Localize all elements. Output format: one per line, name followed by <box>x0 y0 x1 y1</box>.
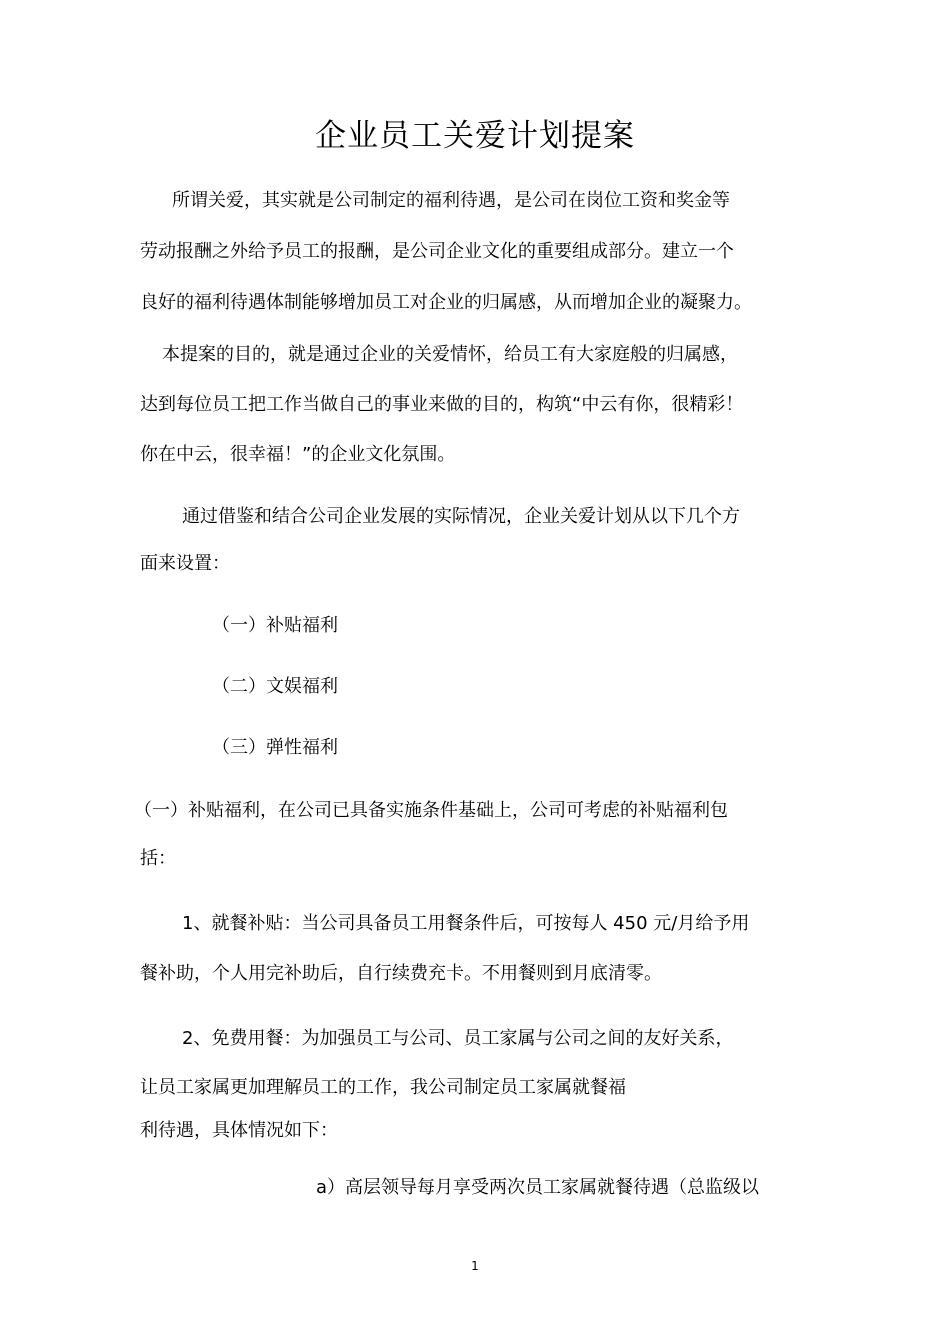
list-item: （一）补贴福利 <box>212 615 338 636</box>
document-title: 企业员工关爱计划提案 <box>315 118 635 154</box>
paragraph-line: 通过借鉴和结合公司企业发展的实际情况，企业关爱计划从以下几个方 <box>182 506 740 527</box>
paragraph-line: 1、就餐补贴：当公司具备员工用餐条件后，可按每人 450 元/月给予用 <box>182 913 750 934</box>
paragraph-line: 面来设置： <box>140 553 230 574</box>
paragraph-line: 良好的福利待遇体制能够增加员工对企业的归属感，从而增加企业的凝聚力。 <box>140 292 752 313</box>
paragraph-line: 括： <box>140 848 176 869</box>
paragraph-line: 本提案的目的，就是通过企业的关爱情怀，给员工有大家庭般的归属感， <box>162 344 738 365</box>
page-number: 1 <box>471 1259 479 1273</box>
paragraph-line: 2、免费用餐：为加强员工与公司、员工家属与公司之间的友好关系， <box>182 1028 734 1049</box>
list-item: （三）弹性福利 <box>212 737 338 758</box>
list-item: （二）文娱福利 <box>212 676 338 697</box>
paragraph-line: 达到每位员工把工作当做自己的事业来做的目的，构筑“中云有你，很精彩！ <box>140 394 744 415</box>
paragraph-line: （一）补贴福利，在公司已具备实施条件基础上，公司可考虑的补贴福利包 <box>134 800 728 821</box>
paragraph-line: 所谓关爱，其实就是公司制定的福利待遇，是公司在岗位工资和奖金等 <box>172 190 730 211</box>
paragraph-line: 餐补助，个人用完补助后，自行续费充卡。不用餐则到月底清零。 <box>140 963 662 984</box>
paragraph-line: 利待遇，具体情况如下： <box>140 1120 338 1141</box>
paragraph-line: 你在中云，很幸福！”的企业文化氛围。 <box>140 444 456 465</box>
paragraph-line: 让员工家属更加理解员工的工作，我公司制定员工家属就餐福 <box>140 1077 626 1098</box>
paragraph-line: 劳动报酬之外给予员工的报酬，是公司企业文化的重要组成部分。建立一个 <box>140 241 734 262</box>
list-item: a）高层领导每月享受两次员工家属就餐待遇（总监级以 <box>316 1177 760 1198</box>
